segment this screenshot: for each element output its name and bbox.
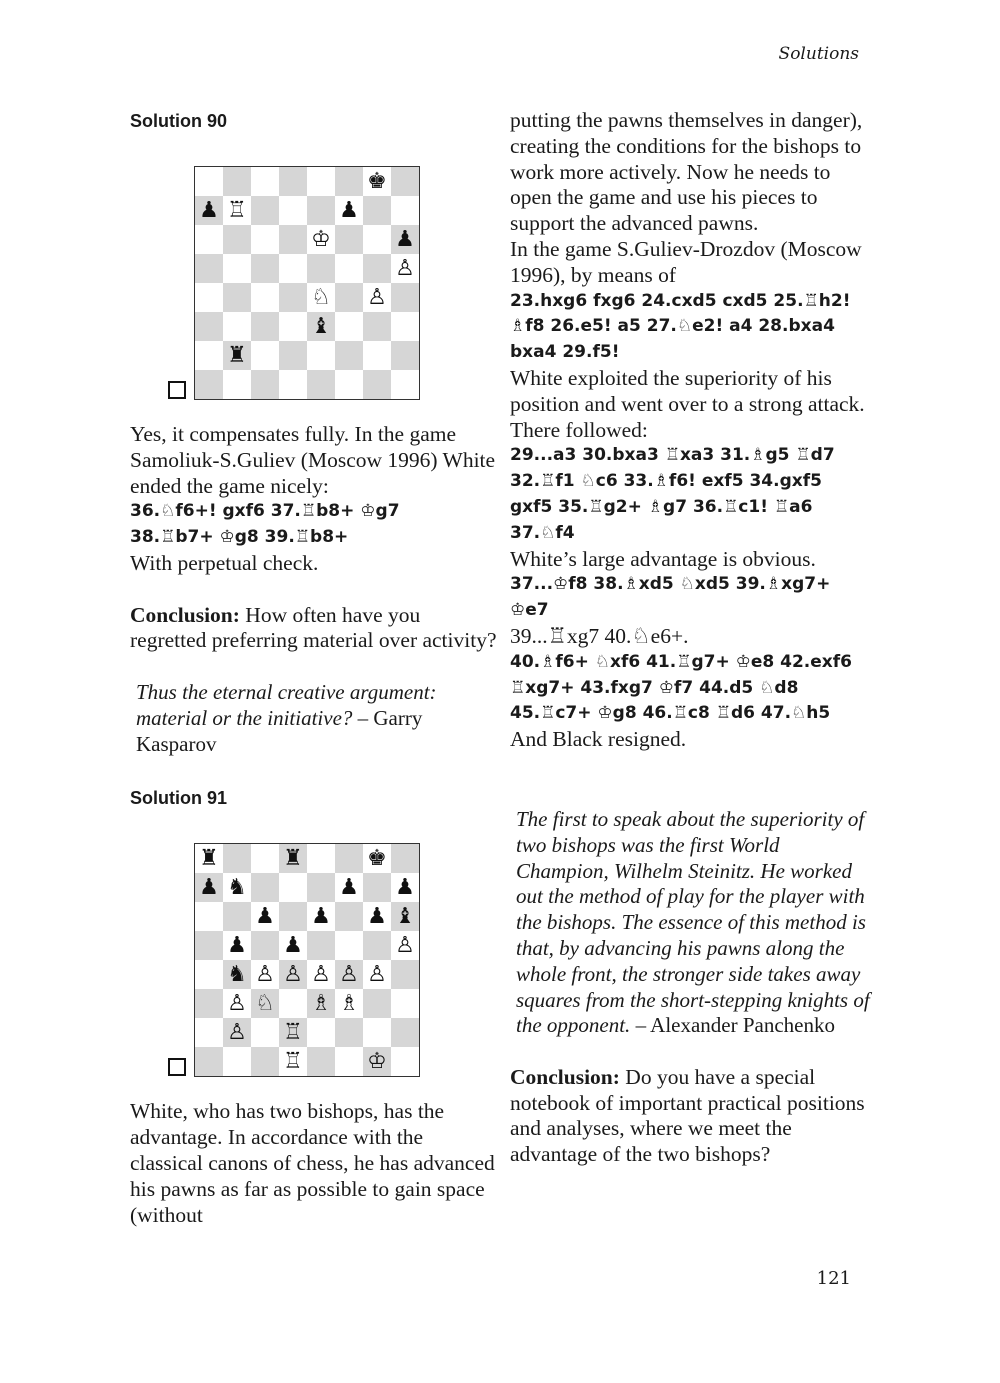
white-pawn-icon: ♙ <box>395 255 415 281</box>
square-h5 <box>391 254 419 283</box>
white-bishop-icon: ♗ <box>339 990 359 1016</box>
square-a5 <box>195 931 223 960</box>
conclusion-label: Conclusion: <box>130 602 240 627</box>
moves-1a: 23.hxg6 fxg6 24.cxd5 cxd5 25.♖h2! <box>510 290 851 311</box>
square-e5 <box>307 931 335 960</box>
square-d2 <box>279 341 307 370</box>
moves-1c: bxa4 29.f5! <box>510 342 620 363</box>
square-f6 <box>335 225 363 254</box>
chess-board-91 <box>194 843 420 1077</box>
square-e7 <box>307 196 335 225</box>
square-a1 <box>195 370 223 399</box>
square-c6 <box>251 225 279 254</box>
square-g7 <box>363 196 391 225</box>
solution-90-moves-line-2: 38.♖b7+ ♔g8 39.♖b8+ <box>130 527 349 548</box>
square-e4 <box>307 960 335 989</box>
black-king-icon: ♚ <box>367 168 387 194</box>
black-knight-icon: ♞ <box>227 874 247 900</box>
square-d1 <box>279 370 307 399</box>
chess-board-90 <box>194 166 420 400</box>
white-pawn-icon: ♙ <box>339 961 359 987</box>
square-c4 <box>251 960 279 989</box>
square-f8 <box>335 844 363 873</box>
white-rook-icon: ♖ <box>227 197 247 223</box>
moves-2b: 32.♖f1 ♘c6 33.♗f6! exf5 34.gxf5 <box>510 471 822 492</box>
moves-2d: 37.♘f4 <box>510 522 575 543</box>
white-king-icon: ♔ <box>311 226 331 252</box>
square-e7 <box>307 873 335 902</box>
square-a8 <box>195 167 223 196</box>
square-d3 <box>279 312 307 341</box>
moves-4b: ♖xg7+ 43.fxg7 ♔f7 44.d5 ♘d8 <box>510 677 799 698</box>
square-d2 <box>279 1018 307 1047</box>
square-b7 <box>223 196 251 225</box>
square-g8 <box>363 844 391 873</box>
quote-author: – Alexander Panchenko <box>630 1013 836 1038</box>
white-pawn-icon: ♙ <box>227 1019 247 1045</box>
square-g8 <box>363 167 391 196</box>
black-rook-icon: ♜ <box>227 342 247 368</box>
square-f3 <box>335 312 363 341</box>
square-d8 <box>279 844 307 873</box>
square-b1 <box>223 370 251 399</box>
black-pawn-icon: ♟ <box>339 874 359 900</box>
square-f3 <box>335 989 363 1018</box>
square-c2 <box>251 341 279 370</box>
square-f7 <box>335 873 363 902</box>
square-a4 <box>195 960 223 989</box>
square-g2 <box>363 1018 391 1047</box>
solution-91-conclusion <box>510 1065 870 1168</box>
solution-90-paragraph-2: With perpetual check. <box>130 550 319 575</box>
conclusion-label: Conclusion: <box>510 1064 620 1089</box>
black-rook-icon: ♜ <box>199 845 219 871</box>
moves-4c: 45.♖c7+ ♔g8 46.♖c8 ♖d6 47.♘h5 <box>510 703 831 724</box>
square-a7 <box>195 196 223 225</box>
square-b4 <box>223 960 251 989</box>
square-e2 <box>307 1018 335 1047</box>
square-f2 <box>335 341 363 370</box>
square-h2 <box>391 341 419 370</box>
square-f7 <box>335 196 363 225</box>
running-head: Solutions <box>778 44 859 64</box>
right-paragraph-5: And Black resigned. <box>510 727 687 752</box>
square-c8 <box>251 167 279 196</box>
white-pawn-icon: ♙ <box>227 990 247 1016</box>
black-rook-icon: ♜ <box>283 845 303 871</box>
right-paragraph-3: White exploited the superiority of his position and went over to a strong attack. There followed: <box>510 365 865 442</box>
square-b6 <box>223 902 251 931</box>
square-a8 <box>195 844 223 873</box>
white-rook-icon: ♖ <box>283 1019 303 1045</box>
square-e2 <box>307 341 335 370</box>
square-a2 <box>195 341 223 370</box>
square-h1 <box>391 370 419 399</box>
square-a4 <box>195 283 223 312</box>
square-c4 <box>251 283 279 312</box>
square-g1 <box>363 1047 391 1076</box>
square-h8 <box>391 844 419 873</box>
square-c3 <box>251 312 279 341</box>
right-paragraph-4: White’s large advantage is obvious. <box>510 546 816 571</box>
black-pawn-icon: ♟ <box>367 903 387 929</box>
black-pawn-icon: ♟ <box>199 874 219 900</box>
square-f5 <box>335 931 363 960</box>
square-g6 <box>363 225 391 254</box>
square-b5 <box>223 254 251 283</box>
white-rook-icon: ♖ <box>283 1048 303 1074</box>
square-f6 <box>335 902 363 931</box>
black-pawn-icon: ♟ <box>255 903 275 929</box>
quote-author: – Garry Kasparov <box>136 705 423 756</box>
solution-91-paragraph-1: White, who has two bishops, has the advantage. In accordance with the classical canons of chess, he has advanced his pawns as far as possible to gain space (without <box>130 1099 495 1227</box>
white-bishop-icon: ♗ <box>311 990 331 1016</box>
square-h4 <box>391 960 419 989</box>
panchenko-quote <box>516 807 870 1039</box>
square-a3 <box>195 989 223 1018</box>
square-d4 <box>279 960 307 989</box>
right-column <box>510 108 870 1168</box>
square-h6 <box>391 902 419 931</box>
square-e3 <box>307 989 335 1018</box>
square-a7 <box>195 873 223 902</box>
square-h1 <box>391 1047 419 1076</box>
black-pawn-icon: ♟ <box>311 903 331 929</box>
black-pawn-icon: ♟ <box>395 874 415 900</box>
page-number: 121 <box>816 1268 851 1289</box>
square-e8 <box>307 167 335 196</box>
square-c3 <box>251 989 279 1018</box>
square-e3 <box>307 312 335 341</box>
variation-line: 39...♖xg7 40.♘e6+. <box>510 623 689 648</box>
white-pawn-icon: ♙ <box>255 961 275 987</box>
square-c1 <box>251 370 279 399</box>
square-b8 <box>223 167 251 196</box>
square-c2 <box>251 1018 279 1047</box>
square-c8 <box>251 844 279 873</box>
square-h7 <box>391 196 419 225</box>
square-d7 <box>279 196 307 225</box>
square-h3 <box>391 989 419 1018</box>
square-a1 <box>195 1047 223 1076</box>
right-paragraph-1: putting the pawns themselves in danger), creating the conditions for the bishops to work more actively. Now he needs to open the game and use his pieces to support the advanced pawns. <box>510 108 863 236</box>
square-b5 <box>223 931 251 960</box>
square-b3 <box>223 312 251 341</box>
solution-90-moves-line-1: 36.♘f6+! gxf6 37.♖b8+ ♔g7 <box>130 501 400 522</box>
square-f4 <box>335 283 363 312</box>
square-g7 <box>363 873 391 902</box>
square-g4 <box>363 283 391 312</box>
square-c5 <box>251 931 279 960</box>
white-to-move-indicator <box>168 381 186 399</box>
square-d5 <box>279 254 307 283</box>
quote-text: Thus the eternal creative argument: material or the initiative? <box>136 679 437 730</box>
square-g3 <box>363 312 391 341</box>
conclusion-text: Do you have a special notebook of important practical positions and analyses, where we meet the advantage of the two bishops? <box>510 1064 865 1167</box>
moves-2a: 29...a3 30.bxa3 ♖xa3 31.♗g5 ♖d7 <box>510 445 835 466</box>
moves-2c: gxf5 35.♖g2+ ♗g7 36.♖c1! ♖a6 <box>510 496 813 517</box>
square-b2 <box>223 341 251 370</box>
black-pawn-icon: ♟ <box>283 932 303 958</box>
black-king-icon: ♚ <box>367 845 387 871</box>
white-king-icon: ♔ <box>367 1048 387 1074</box>
square-d8 <box>279 167 307 196</box>
black-pawn-icon: ♟ <box>339 197 359 223</box>
square-d7 <box>279 873 307 902</box>
white-pawn-icon: ♙ <box>395 932 415 958</box>
square-a6 <box>195 225 223 254</box>
square-h2 <box>391 1018 419 1047</box>
square-b8 <box>223 844 251 873</box>
square-a2 <box>195 1018 223 1047</box>
square-a5 <box>195 254 223 283</box>
square-e6 <box>307 225 335 254</box>
square-b3 <box>223 989 251 1018</box>
solution-91-heading: Solution 91 <box>130 788 228 809</box>
square-f8 <box>335 167 363 196</box>
square-h4 <box>391 283 419 312</box>
white-pawn-icon: ♙ <box>367 961 387 987</box>
square-e6 <box>307 902 335 931</box>
square-h8 <box>391 167 419 196</box>
square-g3 <box>363 989 391 1018</box>
moves-1b: ♗f8 26.e5! a5 27.♘e2! a4 28.bxa4 <box>510 316 835 337</box>
square-e1 <box>307 370 335 399</box>
square-c5 <box>251 254 279 283</box>
black-pawn-icon: ♟ <box>199 197 219 223</box>
square-c1 <box>251 1047 279 1076</box>
moves-3a: 37...♔f8 38.♗xd5 ♘xd5 39.♗xg7+ <box>510 574 831 595</box>
square-f4 <box>335 960 363 989</box>
square-f1 <box>335 370 363 399</box>
square-a6 <box>195 902 223 931</box>
moves-3b: ♔e7 <box>510 600 549 621</box>
black-pawn-icon: ♟ <box>227 932 247 958</box>
square-e1 <box>307 1047 335 1076</box>
conclusion-text: How often have you regretted preferring material over activity? <box>130 602 497 653</box>
black-pawn-icon: ♟ <box>395 226 415 252</box>
solution-90-diagram <box>130 134 500 404</box>
square-c6 <box>251 902 279 931</box>
square-c7 <box>251 196 279 225</box>
black-knight-icon: ♞ <box>227 961 247 987</box>
square-b4 <box>223 283 251 312</box>
square-b6 <box>223 225 251 254</box>
square-g4 <box>363 960 391 989</box>
square-d4 <box>279 283 307 312</box>
moves-4a: 40.♗f6+ ♘xf6 41.♖g7+ ♔e8 42.exf6 <box>510 651 852 672</box>
solution-90-heading: Solution 90 <box>130 111 228 131</box>
square-b2 <box>223 1018 251 1047</box>
square-f1 <box>335 1047 363 1076</box>
square-c7 <box>251 873 279 902</box>
square-b7 <box>223 873 251 902</box>
white-knight-icon: ♘ <box>311 284 331 310</box>
square-g2 <box>363 341 391 370</box>
square-h5 <box>391 931 419 960</box>
square-h7 <box>391 873 419 902</box>
black-bishop-icon: ♝ <box>311 313 331 339</box>
square-a3 <box>195 312 223 341</box>
square-d6 <box>279 225 307 254</box>
square-h6 <box>391 225 419 254</box>
solution-90-paragraph-1: Yes, it compensates fully. In the game Samoliuk-S.Guliev (Moscow 1996) White ended the game nicely: <box>130 422 496 498</box>
kasparov-quote <box>136 680 500 757</box>
square-e5 <box>307 254 335 283</box>
white-to-move-indicator <box>168 1058 186 1076</box>
right-paragraph-2: In the game S.Guliev-Drozdov (Moscow 1996), by means of <box>510 236 862 287</box>
solution-91-diagram <box>130 811 500 1081</box>
square-d6 <box>279 902 307 931</box>
square-g5 <box>363 931 391 960</box>
white-pawn-icon: ♙ <box>367 284 387 310</box>
square-b1 <box>223 1047 251 1076</box>
white-pawn-icon: ♙ <box>283 961 303 987</box>
solution-90-conclusion <box>130 603 500 655</box>
white-knight-icon: ♘ <box>255 990 275 1016</box>
square-h3 <box>391 312 419 341</box>
square-g5 <box>363 254 391 283</box>
black-bishop-icon: ♝ <box>395 903 415 929</box>
white-pawn-icon: ♙ <box>311 961 331 987</box>
square-f5 <box>335 254 363 283</box>
left-column <box>130 108 500 1228</box>
square-g1 <box>363 370 391 399</box>
square-e8 <box>307 844 335 873</box>
quote-text: The first to speak about the superiority of two bishops was the first World Champion, Wilhelm Steinitz. He worked out the method of play for the player with the bishops. The essence of this method is that, by advancing his pawns along the whole front, the stronger side takes away squares from the short-stepping knights of the opponent. <box>516 806 870 1038</box>
square-g6 <box>363 902 391 931</box>
square-d5 <box>279 931 307 960</box>
square-f2 <box>335 1018 363 1047</box>
square-d3 <box>279 989 307 1018</box>
square-d1 <box>279 1047 307 1076</box>
square-e4 <box>307 283 335 312</box>
